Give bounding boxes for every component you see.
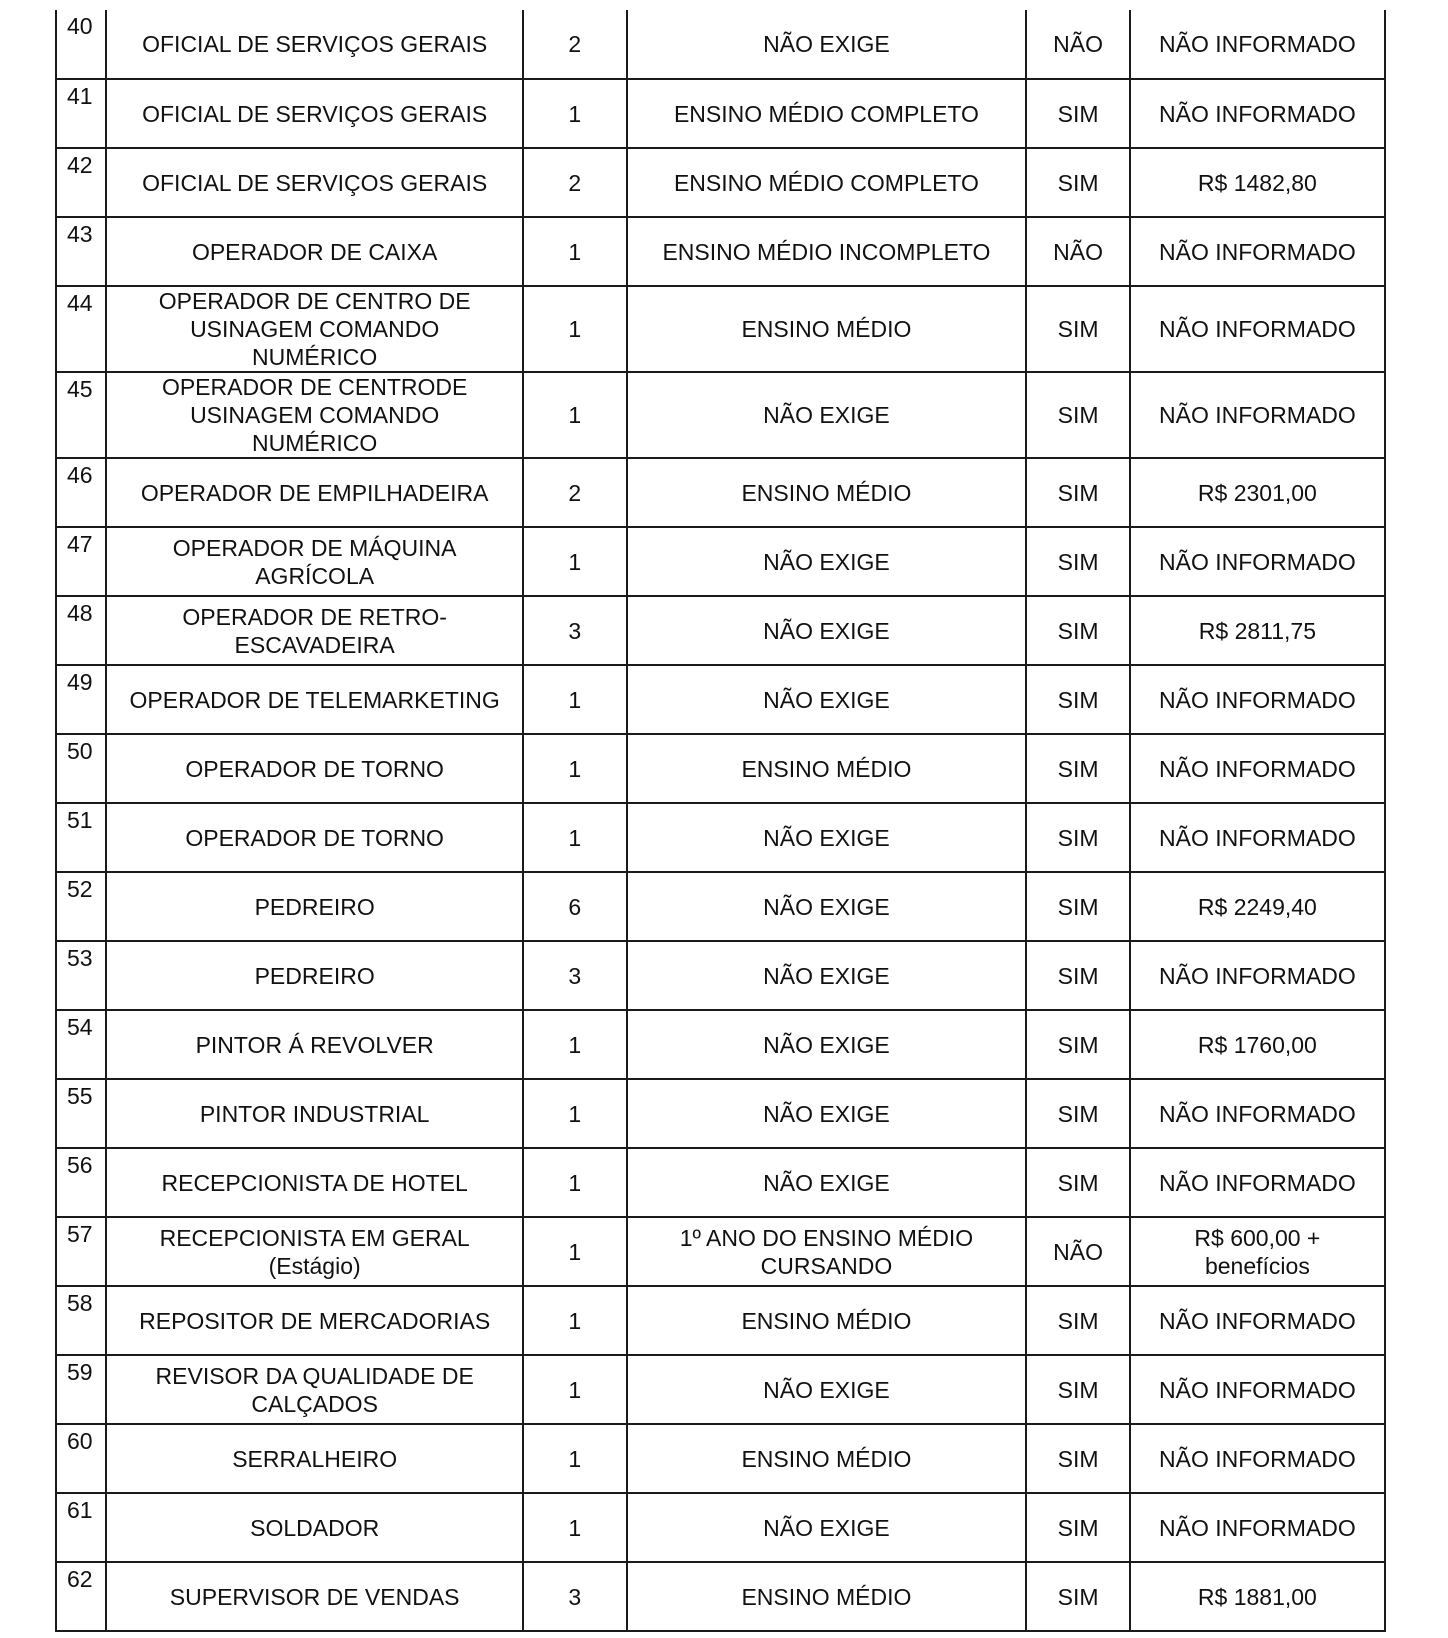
job-title-line: OPERADOR DE RETRO- xyxy=(182,603,447,630)
vacancy-count: 2 xyxy=(523,458,626,527)
salary-line: benefícios xyxy=(1204,1252,1310,1279)
job-title xyxy=(106,1355,523,1424)
row-number: 59 xyxy=(56,1355,106,1424)
experience-required: SIM xyxy=(1026,79,1129,148)
table-row xyxy=(56,1079,1385,1148)
education-requirement xyxy=(627,1493,1027,1562)
row-number: 53 xyxy=(56,941,106,1010)
row-number: 60 xyxy=(56,1424,106,1493)
experience-required: SIM xyxy=(1026,665,1129,734)
job-title-line: OPERADOR DE CAIXA xyxy=(191,238,438,265)
job-title-line: RECEPCIONISTA EM GERAL xyxy=(159,1224,470,1251)
education-requirement-line: NÃO EXIGE xyxy=(763,893,890,920)
salary xyxy=(1130,1148,1385,1217)
salary-line: R$ 1760,00 xyxy=(1197,1031,1317,1058)
education-requirement xyxy=(627,1148,1027,1217)
education-requirement-line: ENSINO MÉDIO xyxy=(741,1445,912,1472)
education-requirement xyxy=(627,372,1027,458)
education-requirement-line: NÃO EXIGE xyxy=(763,1514,890,1541)
salary-line: R$ 2249,40 xyxy=(1197,893,1317,920)
table-row xyxy=(56,1217,1385,1286)
experience-required: SIM xyxy=(1026,148,1129,217)
job-title-line: USINAGEM COMANDO xyxy=(190,316,440,342)
salary xyxy=(1130,1079,1385,1148)
education-requirement-line: NÃO EXIGE xyxy=(763,548,890,575)
row-number: 57 xyxy=(56,1217,106,1286)
experience-required: NÃO xyxy=(1026,10,1129,79)
row-number: 49 xyxy=(56,665,106,734)
salary xyxy=(1130,458,1385,527)
job-title xyxy=(106,1562,523,1631)
education-requirement xyxy=(627,1424,1027,1493)
row-number: 44 xyxy=(56,286,106,372)
job-title xyxy=(106,1010,523,1079)
salary xyxy=(1130,10,1385,79)
job-title xyxy=(106,1424,523,1493)
education-requirement-line: ENSINO MÉDIO xyxy=(741,1307,912,1334)
experience-required: SIM xyxy=(1026,1424,1129,1493)
education-requirement-line: NÃO EXIGE xyxy=(763,1031,890,1058)
vacancy-count: 2 xyxy=(523,148,626,217)
job-title xyxy=(106,148,523,217)
education-requirement xyxy=(627,1355,1027,1424)
row-number: 46 xyxy=(56,458,106,527)
job-title-line: OPERADOR DE TELEMARKETING xyxy=(129,686,500,713)
salary-line: NÃO INFORMADO xyxy=(1159,1169,1356,1196)
salary-line: NÃO INFORMADO xyxy=(1159,31,1356,57)
salary xyxy=(1130,872,1385,941)
salary xyxy=(1130,596,1385,665)
job-title xyxy=(106,1217,523,1286)
table-row xyxy=(56,1355,1385,1424)
job-title-line: ESCAVADEIRA xyxy=(234,631,395,658)
vacancy-count: 2 xyxy=(523,10,626,79)
salary-line: R$ 1482,80 xyxy=(1197,169,1317,196)
experience-required: SIM xyxy=(1026,596,1129,665)
job-title-line: NUMÉRICO xyxy=(252,344,378,370)
salary-line: NÃO INFORMADO xyxy=(1159,962,1356,989)
education-requirement-line: NÃO EXIGE xyxy=(763,1100,890,1127)
vacancy-count: 3 xyxy=(523,596,626,665)
row-number: 50 xyxy=(56,734,106,803)
job-title-line: OPERADOR DE CENTRODE xyxy=(161,374,468,400)
education-requirement xyxy=(627,803,1027,872)
experience-required: SIM xyxy=(1026,872,1129,941)
salary-line: R$ 1881,00 xyxy=(1197,1583,1317,1610)
table-row xyxy=(56,1010,1385,1079)
job-title xyxy=(106,527,523,596)
job-title xyxy=(106,458,523,527)
education-requirement xyxy=(627,10,1027,79)
job-title-line: OPERADOR DE CENTRO DE xyxy=(158,288,471,314)
salary xyxy=(1130,372,1385,458)
job-title-line: (Estágio) xyxy=(268,1252,361,1279)
row-number: 54 xyxy=(56,1010,106,1079)
job-title-line: OFICIAL DE SERVIÇOS GERAIS xyxy=(142,100,488,127)
table-row xyxy=(56,665,1385,734)
vacancy-count: 1 xyxy=(523,803,626,872)
salary xyxy=(1130,527,1385,596)
education-requirement-line: ENSINO MÉDIO COMPLETO xyxy=(673,100,979,127)
experience-required: SIM xyxy=(1026,734,1129,803)
education-requirement xyxy=(627,79,1027,148)
job-title xyxy=(106,872,523,941)
salary xyxy=(1130,79,1385,148)
salary xyxy=(1130,1562,1385,1631)
salary xyxy=(1130,665,1385,734)
table-row xyxy=(56,148,1385,217)
salary xyxy=(1130,803,1385,872)
salary-line: NÃO INFORMADO xyxy=(1159,1307,1356,1334)
job-title-line: REPOSITOR DE MERCADORIAS xyxy=(139,1307,491,1334)
job-vacancies-table xyxy=(55,10,1386,1632)
table-row xyxy=(56,596,1385,665)
education-requirement-line: NÃO EXIGE xyxy=(763,1169,890,1196)
job-title-line: PEDREIRO xyxy=(254,893,375,920)
education-requirement xyxy=(627,1562,1027,1631)
education-requirement xyxy=(627,665,1027,734)
experience-required: NÃO xyxy=(1026,217,1129,286)
job-title xyxy=(106,1493,523,1562)
table-row xyxy=(56,286,1385,372)
job-title-line: REVISOR DA QUALIDADE DE xyxy=(155,1362,474,1389)
experience-required: NÃO xyxy=(1026,1217,1129,1286)
vacancy-count: 1 xyxy=(523,1424,626,1493)
education-requirement xyxy=(627,1010,1027,1079)
job-title xyxy=(106,734,523,803)
table-row xyxy=(56,941,1385,1010)
experience-required: SIM xyxy=(1026,1562,1129,1631)
education-requirement-line: NÃO EXIGE xyxy=(763,824,890,851)
salary-line: NÃO INFORMADO xyxy=(1159,548,1356,575)
row-number: 43 xyxy=(56,217,106,286)
row-number: 61 xyxy=(56,1493,106,1562)
salary-line: R$ 2811,75 xyxy=(1198,617,1317,644)
vacancy-count: 1 xyxy=(523,1148,626,1217)
salary xyxy=(1130,286,1385,372)
salary-line: NÃO INFORMADO xyxy=(1159,402,1356,428)
education-requirement-line: NÃO EXIGE xyxy=(763,402,890,428)
experience-required: SIM xyxy=(1026,458,1129,527)
row-number: 47 xyxy=(56,527,106,596)
vacancy-count: 1 xyxy=(523,372,626,458)
education-requirement-line: NÃO EXIGE xyxy=(763,962,890,989)
salary xyxy=(1130,1355,1385,1424)
job-title xyxy=(106,941,523,1010)
table-row xyxy=(56,458,1385,527)
experience-required: SIM xyxy=(1026,1493,1129,1562)
job-title-line: AGRÍCOLA xyxy=(255,562,375,589)
table-row xyxy=(56,1562,1385,1631)
row-number: 55 xyxy=(56,1079,106,1148)
table-row xyxy=(56,734,1385,803)
salary xyxy=(1130,148,1385,217)
job-title xyxy=(106,665,523,734)
salary xyxy=(1130,217,1385,286)
table-row xyxy=(56,803,1385,872)
table-row xyxy=(56,872,1385,941)
vacancy-count: 1 xyxy=(523,527,626,596)
job-title-line: SOLDADOR xyxy=(250,1514,380,1541)
experience-required: SIM xyxy=(1026,1010,1129,1079)
salary-line: R$ 2301,00 xyxy=(1197,479,1317,506)
job-title xyxy=(106,286,523,372)
salary-line: NÃO INFORMADO xyxy=(1159,755,1356,782)
experience-required: SIM xyxy=(1026,803,1129,872)
education-requirement xyxy=(627,217,1027,286)
experience-required: SIM xyxy=(1026,1355,1129,1424)
job-title-line: OFICIAL DE SERVIÇOS GERAIS xyxy=(142,169,488,196)
salary-line: NÃO INFORMADO xyxy=(1159,824,1356,851)
experience-required: SIM xyxy=(1026,372,1129,458)
job-title xyxy=(106,1079,523,1148)
job-title xyxy=(106,596,523,665)
education-requirement xyxy=(627,1286,1027,1355)
vacancy-count: 3 xyxy=(523,941,626,1010)
salary-line: NÃO INFORMADO xyxy=(1159,686,1356,713)
education-requirement-line: NÃO EXIGE xyxy=(763,617,890,644)
experience-required: SIM xyxy=(1026,1148,1129,1217)
vacancy-count: 1 xyxy=(523,79,626,148)
row-number: 52 xyxy=(56,872,106,941)
row-number: 51 xyxy=(56,803,106,872)
job-title-line: NUMÉRICO xyxy=(252,430,378,456)
vacancy-count: 1 xyxy=(523,665,626,734)
education-requirement-line: ENSINO MÉDIO COMPLETO xyxy=(673,169,979,196)
education-requirement-line: NÃO EXIGE xyxy=(763,686,890,713)
vacancy-count: 1 xyxy=(523,1286,626,1355)
education-requirement xyxy=(627,872,1027,941)
table-row xyxy=(56,527,1385,596)
job-title-line: PEDREIRO xyxy=(254,962,375,989)
salary-line: NÃO INFORMADO xyxy=(1159,238,1356,265)
education-requirement xyxy=(627,1079,1027,1148)
salary-line: NÃO INFORMADO xyxy=(1159,100,1356,127)
job-title xyxy=(106,79,523,148)
row-number: 42 xyxy=(56,148,106,217)
education-requirement xyxy=(627,458,1027,527)
job-title xyxy=(106,803,523,872)
job-title xyxy=(106,1286,523,1355)
job-title-line: USINAGEM COMANDO xyxy=(190,402,440,428)
experience-required: SIM xyxy=(1026,286,1129,372)
education-requirement xyxy=(627,734,1027,803)
job-title-line: SERRALHEIRO xyxy=(232,1445,398,1472)
table-row xyxy=(56,79,1385,148)
education-requirement-line: ENSINO MÉDIO xyxy=(741,479,912,506)
table-body xyxy=(56,10,1385,1631)
education-requirement xyxy=(627,941,1027,1010)
job-listings-page xyxy=(55,10,1386,1632)
job-title-line: OPERADOR DE MÁQUINA xyxy=(172,534,457,561)
table-row xyxy=(56,1424,1385,1493)
table-row xyxy=(56,372,1385,458)
row-number: 40 xyxy=(56,10,106,79)
vacancy-count: 1 xyxy=(523,1493,626,1562)
education-requirement-line: NÃO EXIGE xyxy=(763,31,890,57)
salary-line: NÃO INFORMADO xyxy=(1159,1376,1356,1403)
row-number: 48 xyxy=(56,596,106,665)
salary-line: NÃO INFORMADO xyxy=(1159,1445,1356,1472)
job-title-line: CALÇADOS xyxy=(251,1390,378,1417)
vacancy-count: 1 xyxy=(523,734,626,803)
job-title xyxy=(106,217,523,286)
salary-line: NÃO INFORMADO xyxy=(1159,316,1356,342)
job-title-line: RECEPCIONISTA DE HOTEL xyxy=(161,1169,468,1196)
table-row xyxy=(56,10,1385,79)
education-requirement-line: NÃO EXIGE xyxy=(763,1376,890,1403)
education-requirement xyxy=(627,596,1027,665)
vacancy-count: 1 xyxy=(523,1355,626,1424)
experience-required: SIM xyxy=(1026,527,1129,596)
job-title-line: OPERADOR DE TORNO xyxy=(185,755,444,782)
row-number: 41 xyxy=(56,79,106,148)
job-title-line: SUPERVISOR DE VENDAS xyxy=(169,1583,460,1610)
salary xyxy=(1130,1493,1385,1562)
job-title-line: OFICIAL DE SERVIÇOS GERAIS xyxy=(142,31,488,57)
experience-required: SIM xyxy=(1026,941,1129,1010)
row-number: 62 xyxy=(56,1562,106,1631)
vacancy-count: 1 xyxy=(523,1079,626,1148)
table-row xyxy=(56,1148,1385,1217)
job-title-line: PINTOR INDUSTRIAL xyxy=(199,1100,430,1127)
salary-line: NÃO INFORMADO xyxy=(1159,1514,1356,1541)
job-title xyxy=(106,372,523,458)
row-number: 45 xyxy=(56,372,106,458)
vacancy-count: 1 xyxy=(523,286,626,372)
education-requirement-line: ENSINO MÉDIO xyxy=(741,755,912,782)
salary xyxy=(1130,941,1385,1010)
education-requirement-line: ENSINO MÉDIO xyxy=(741,1583,912,1610)
education-requirement xyxy=(627,148,1027,217)
vacancy-count: 3 xyxy=(523,1562,626,1631)
education-requirement-line: ENSINO MÉDIO INCOMPLETO xyxy=(662,238,991,265)
vacancy-count: 1 xyxy=(523,1010,626,1079)
table-row xyxy=(56,1493,1385,1562)
vacancy-count: 6 xyxy=(523,872,626,941)
salary xyxy=(1130,734,1385,803)
job-title xyxy=(106,1148,523,1217)
education-requirement-line: ENSINO MÉDIO xyxy=(741,316,912,342)
table-row xyxy=(56,217,1385,286)
job-title xyxy=(106,10,523,79)
job-title-line: PINTOR Á REVOLVER xyxy=(195,1031,434,1058)
job-title-line: OPERADOR DE TORNO xyxy=(185,824,444,851)
table-row xyxy=(56,1286,1385,1355)
salary xyxy=(1130,1010,1385,1079)
salary xyxy=(1130,1286,1385,1355)
education-requirement-line: CURSANDO xyxy=(760,1252,893,1279)
vacancy-count: 1 xyxy=(523,1217,626,1286)
salary xyxy=(1130,1424,1385,1493)
education-requirement-line: 1º ANO DO ENSINO MÉDIO xyxy=(679,1224,974,1251)
education-requirement xyxy=(627,1217,1027,1286)
experience-required: SIM xyxy=(1026,1079,1129,1148)
education-requirement xyxy=(627,286,1027,372)
salary-line: R$ 600,00 + xyxy=(1194,1224,1321,1251)
experience-required: SIM xyxy=(1026,1286,1129,1355)
education-requirement xyxy=(627,527,1027,596)
salary-line: NÃO INFORMADO xyxy=(1159,1100,1356,1127)
job-title-line: OPERADOR DE EMPILHADEIRA xyxy=(140,479,489,506)
row-number: 56 xyxy=(56,1148,106,1217)
vacancy-count: 1 xyxy=(523,217,626,286)
row-number: 58 xyxy=(56,1286,106,1355)
salary xyxy=(1130,1217,1385,1286)
